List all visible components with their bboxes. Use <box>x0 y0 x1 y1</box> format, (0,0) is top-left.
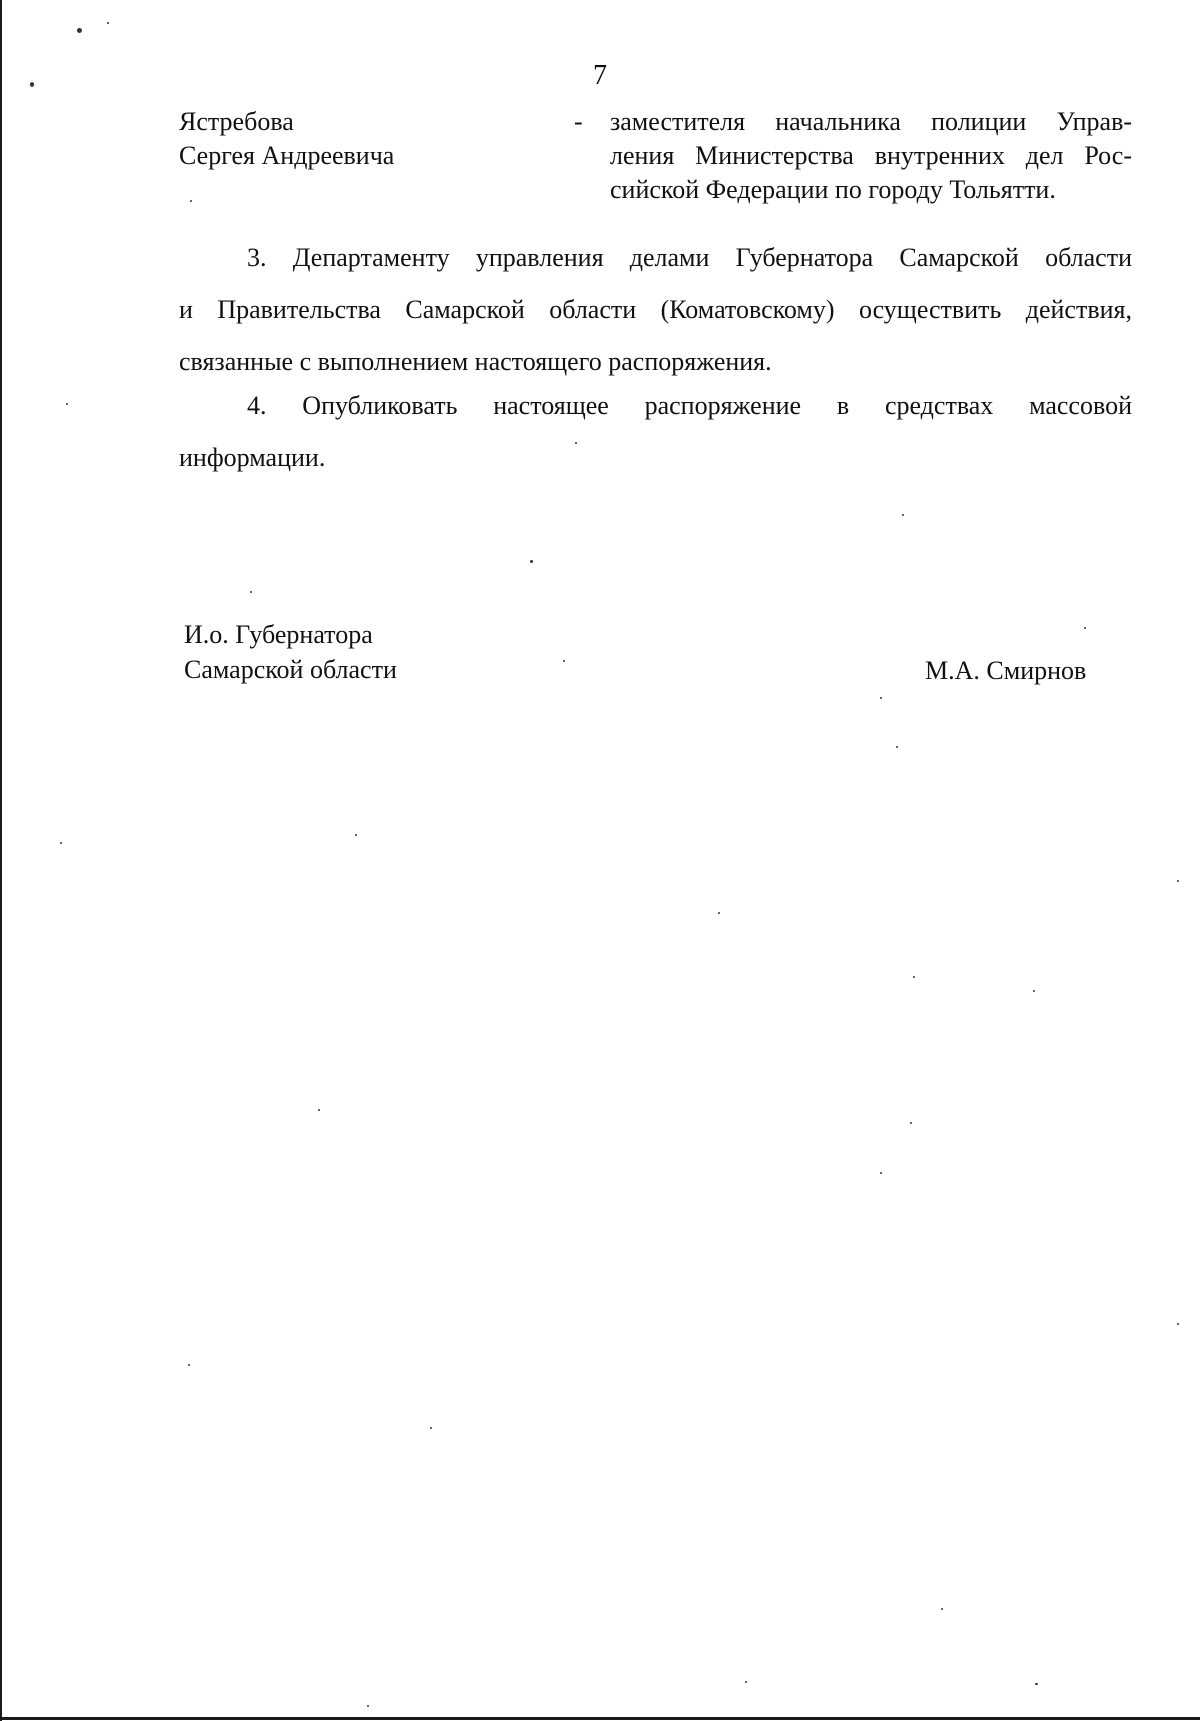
appointee-position <box>610 105 1132 207</box>
appointee-given-names: Сергея Андреевича <box>179 141 395 170</box>
paragraph-line: 3. Департаменту управления делами Губернатора Самарской области <box>247 243 1132 272</box>
scan-speck <box>718 912 720 914</box>
paragraph-item-3 <box>179 232 1132 388</box>
position-line: сийской Федерации по городу Тольятти. <box>610 175 1056 204</box>
signer-title-line: И.о. Губернатора <box>184 620 373 649</box>
scan-speck <box>355 834 357 836</box>
paragraph-line: связанные с выполнением настоящего распоряжения. <box>179 347 772 376</box>
scan-speck <box>188 1364 190 1366</box>
page-number: 7 <box>593 60 607 91</box>
scan-speck <box>107 22 109 24</box>
position-line: заместителя начальника полиции Управ- <box>610 107 1132 136</box>
scan-speck <box>896 746 898 748</box>
scan-speck <box>430 1427 432 1429</box>
appointee-surname: Ястребова <box>179 107 294 136</box>
page-bottom-border <box>0 1717 1200 1720</box>
scan-speck <box>880 697 882 699</box>
scan-speck <box>250 591 252 593</box>
scan-speck <box>1033 990 1035 992</box>
page-left-border <box>0 0 2 1721</box>
scan-speck <box>910 1122 912 1124</box>
paragraph-line: и Правительства Самарской области (Коматовскому) осуществить действия, <box>179 295 1132 324</box>
scan-speck <box>30 82 34 87</box>
scan-speck <box>880 1172 882 1174</box>
position-line: ления Министерства внутренних дел Рос- <box>610 141 1132 170</box>
signer-title-line: Самарской области <box>184 655 397 684</box>
scan-speck <box>60 842 62 844</box>
paragraph-line: информации. <box>179 443 326 472</box>
scan-speck <box>530 560 533 563</box>
scan-speck <box>575 442 577 444</box>
scan-speck <box>913 976 915 978</box>
scan-speck <box>367 1705 369 1707</box>
scan-speck <box>1177 1323 1179 1325</box>
signer-title <box>184 617 397 687</box>
scan-speck <box>66 403 68 405</box>
scan-speck <box>902 514 904 516</box>
scan-speck <box>941 1608 943 1610</box>
scan-speck <box>318 1109 320 1111</box>
signer-name: М.А. Смирнов <box>925 656 1087 685</box>
scan-speck <box>1035 1683 1038 1685</box>
appointee-name <box>179 105 499 173</box>
appointee-dash: - <box>574 107 583 136</box>
paragraph-line: 4. Опубликовать настоящее распоряжение в средствах массовой <box>247 391 1132 420</box>
scan-speck <box>1177 880 1179 882</box>
scan-speck <box>745 1681 747 1683</box>
scan-speck <box>1084 627 1086 629</box>
paragraph-item-4 <box>179 380 1132 484</box>
scan-speck <box>77 28 82 33</box>
scan-speck <box>190 200 192 202</box>
scan-speck <box>563 660 565 662</box>
